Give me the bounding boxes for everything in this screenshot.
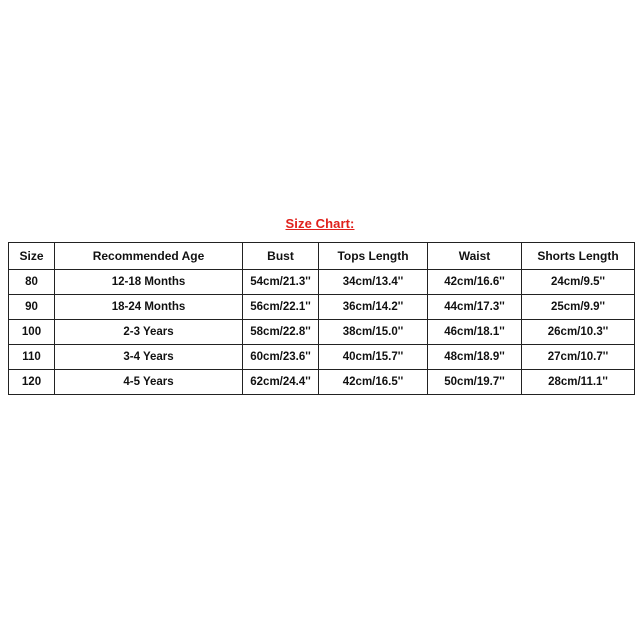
cell-waist: 48cm/18.9'' xyxy=(428,345,522,370)
cell-waist: 44cm/17.3'' xyxy=(428,295,522,320)
cell-shorts-length: 28cm/11.1'' xyxy=(522,370,635,395)
cell-recommended-age: 2-3 Years xyxy=(55,320,243,345)
cell-bust: 62cm/24.4'' xyxy=(243,370,319,395)
cell-shorts-length: 26cm/10.3'' xyxy=(522,320,635,345)
column-header-size: Size xyxy=(9,243,55,270)
cell-tops-length: 38cm/15.0'' xyxy=(319,320,428,345)
cell-waist: 46cm/18.1'' xyxy=(428,320,522,345)
cell-tops-length: 40cm/15.7'' xyxy=(319,345,428,370)
table-row xyxy=(9,345,635,370)
table-row xyxy=(9,370,635,395)
column-header-waist: Waist xyxy=(428,243,522,270)
column-header-bust: Bust xyxy=(243,243,319,270)
cell-bust: 56cm/22.1'' xyxy=(243,295,319,320)
cell-bust: 58cm/22.8'' xyxy=(243,320,319,345)
cell-tops-length: 42cm/16.5'' xyxy=(319,370,428,395)
cell-tops-length: 36cm/14.2'' xyxy=(319,295,428,320)
cell-size: 80 xyxy=(9,270,55,295)
cell-recommended-age: 12-18 Months xyxy=(55,270,243,295)
cell-bust: 60cm/23.6'' xyxy=(243,345,319,370)
column-header-recommended-age: Recommended Age xyxy=(55,243,243,270)
cell-size: 90 xyxy=(9,295,55,320)
column-header-shorts-length: Shorts Length xyxy=(522,243,635,270)
cell-shorts-length: 25cm/9.9'' xyxy=(522,295,635,320)
cell-recommended-age: 18-24 Months xyxy=(55,295,243,320)
table-row xyxy=(9,320,635,345)
cell-waist: 42cm/16.6'' xyxy=(428,270,522,295)
cell-shorts-length: 24cm/9.5'' xyxy=(522,270,635,295)
cell-recommended-age: 3-4 Years xyxy=(55,345,243,370)
table-row xyxy=(9,295,635,320)
cell-tops-length: 34cm/13.4'' xyxy=(319,270,428,295)
column-header-tops-length: Tops Length xyxy=(319,243,428,270)
cell-size: 120 xyxy=(9,370,55,395)
page-title: Size Chart: xyxy=(285,216,355,231)
cell-waist: 50cm/19.7'' xyxy=(428,370,522,395)
table-row xyxy=(9,270,635,295)
cell-size: 100 xyxy=(9,320,55,345)
table-header-row xyxy=(9,243,635,270)
cell-recommended-age: 4-5 Years xyxy=(55,370,243,395)
cell-shorts-length: 27cm/10.7'' xyxy=(522,345,635,370)
cell-size: 110 xyxy=(9,345,55,370)
cell-bust: 54cm/21.3'' xyxy=(243,270,319,295)
size-chart-table xyxy=(8,242,635,395)
